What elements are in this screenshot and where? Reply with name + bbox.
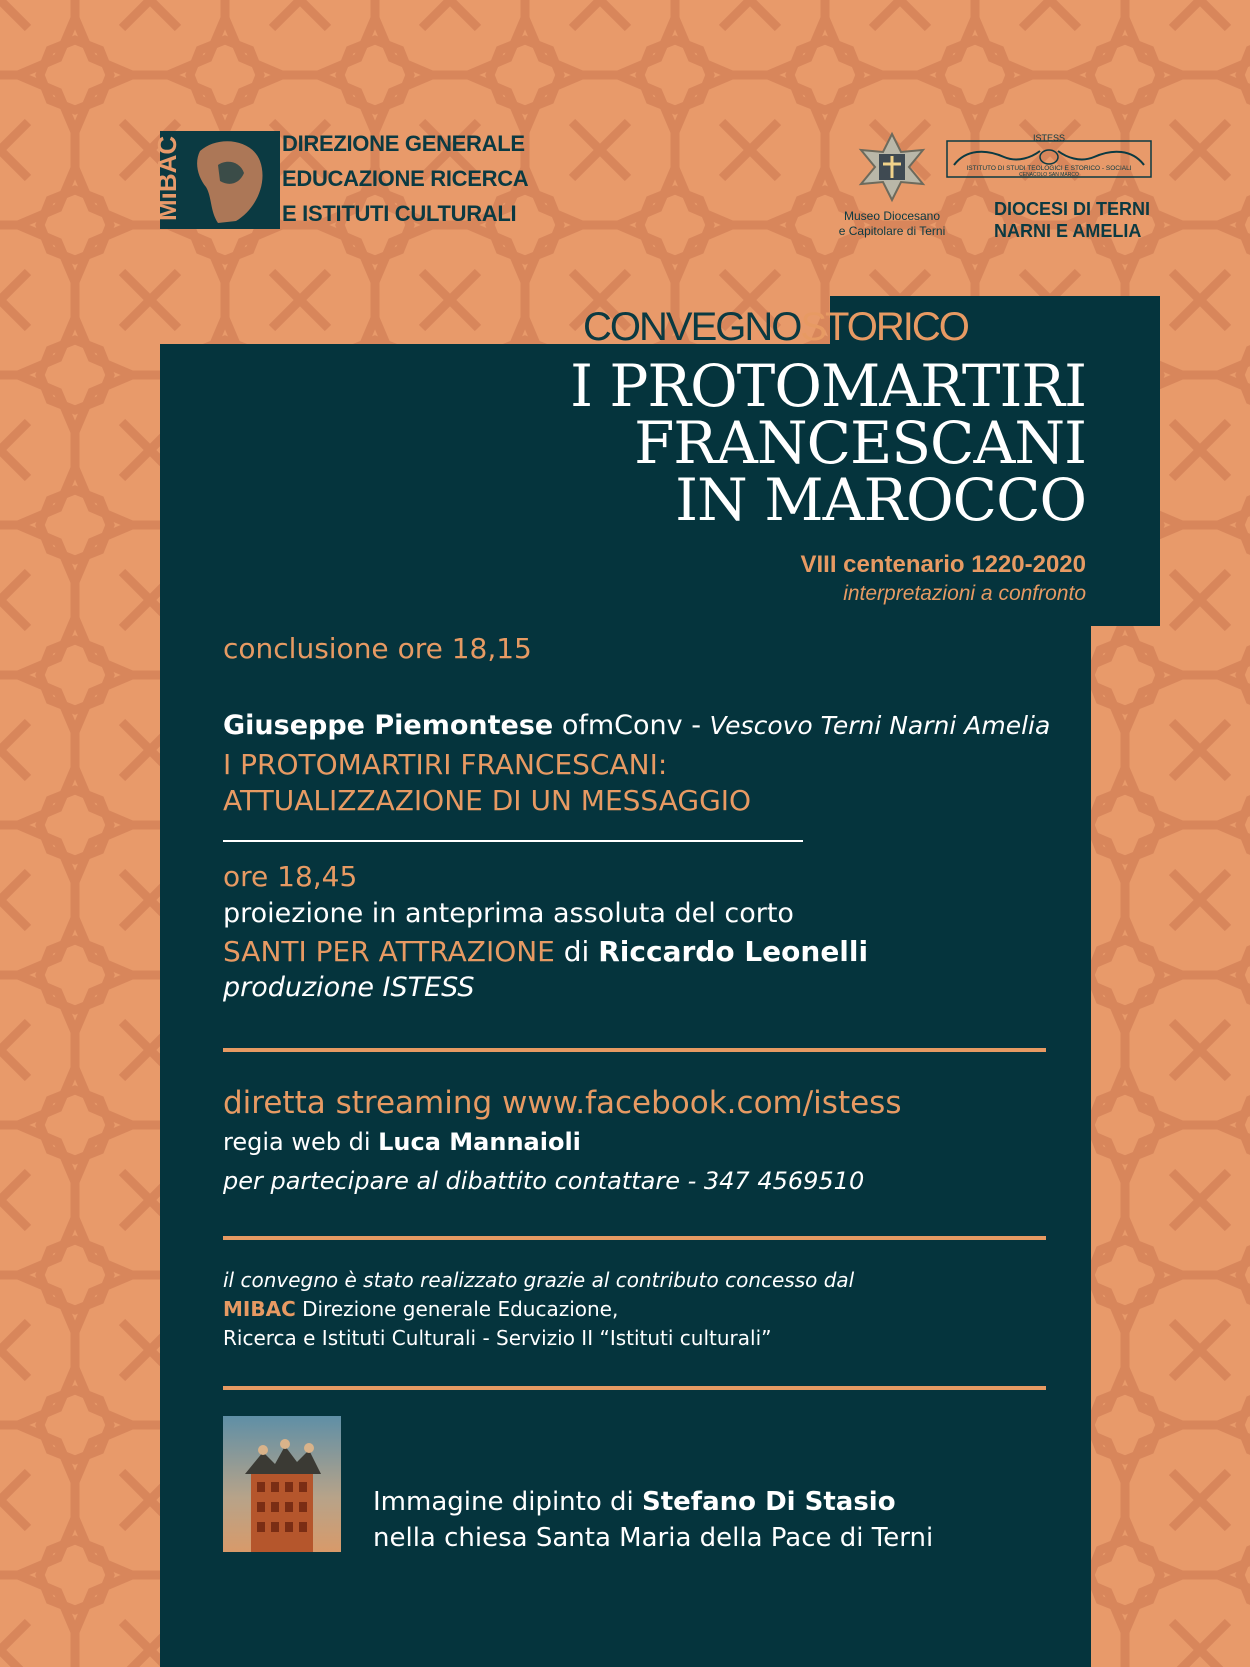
convegno-word: CONVEGNO — [583, 305, 801, 349]
film-director: Riccardo Leonelli — [598, 935, 869, 968]
istess-logo — [946, 135, 1152, 179]
streaming-link[interactable]: diretta streaming www.facebook.com/istess — [223, 1085, 902, 1121]
projection-time: ore 18,45 — [223, 860, 358, 893]
speaker-role: Vescovo Terni Narni Amelia — [709, 711, 1051, 740]
image-caption-prefix: Immagine dipinto di — [373, 1487, 643, 1517]
mibac-direzione-text — [282, 126, 528, 231]
talk-title-line-2: ATTUALIZZAZIONE DI UN MESSAGGIO — [223, 784, 752, 817]
museo-diocesano-logo — [857, 132, 927, 202]
regia-name: Luca Mannaioli — [378, 1128, 581, 1156]
credits-mibac: MIBAC — [223, 1297, 296, 1321]
diocesi-line-2: NARNI E AMELIA — [994, 221, 1142, 241]
credits-line-2-rest: Direzione generale Educazione, — [295, 1297, 619, 1321]
painting-thumbnail — [223, 1416, 341, 1552]
diocesi-text — [994, 198, 1150, 242]
mibac-line-1: DIREZIONE GENERALE — [282, 131, 525, 156]
image-caption-line-2: nella chiesa Santa Maria della Pace di Terni — [373, 1523, 934, 1553]
speaker-order: ofmConv - — [553, 710, 710, 741]
regia-prefix: regia web di — [223, 1128, 379, 1156]
regia-line — [223, 1128, 581, 1156]
credits-line-2 — [223, 1297, 618, 1321]
divider-orange-3 — [223, 1386, 1046, 1390]
istess-logo-cenacolo: CENACOLO SAN MARCO — [1019, 172, 1079, 178]
talk-title-line-1: I PROTOMARTIRI FRANCESCANI: — [223, 748, 668, 781]
istess-logo-title: ISTESS — [1032, 133, 1066, 143]
istess-logo-subtitle: ISTITUTO DI STUDI TEOLOGICI E STORICO - SOCIALI — [966, 165, 1132, 172]
divider-orange-2 — [223, 1236, 1046, 1240]
divider-orange-1 — [223, 1048, 1046, 1052]
conclusione-time: conclusione ore 18,15 — [223, 632, 532, 665]
image-caption-line-1 — [373, 1487, 896, 1517]
credits-line-1: il convegno è stato realizzato grazie al contributo concesso dal — [223, 1268, 855, 1292]
title-line-3: IN MAROCCO — [675, 466, 1086, 534]
film-by: di — [554, 935, 599, 968]
convegno-storico-heading — [583, 305, 968, 349]
museo-caption-line-2: e Capitolare di Terni — [838, 224, 946, 238]
mibac-logo-text: MiBAC — [152, 135, 182, 221]
film-line — [223, 935, 868, 968]
projection-description: proiezione in anteprima assoluta del corto — [223, 898, 794, 929]
centenario-block — [801, 550, 1087, 608]
speaker-name: Giuseppe Piemontese — [223, 710, 554, 741]
divider-thin — [223, 840, 803, 842]
storico-word: STORICO — [800, 305, 968, 349]
title-line-2: FRANCESCANI — [634, 409, 1086, 477]
mibac-line-3: E ISTITUTI CULTURALI — [282, 201, 517, 226]
mibac-logo — [152, 131, 280, 229]
main-title — [570, 352, 1086, 534]
film-title: SANTI PER ATTRAZIONE — [223, 935, 555, 968]
mibac-line-2: EDUCAZIONE RICERCA — [282, 166, 529, 191]
speaker-line — [223, 710, 1050, 741]
subtitle-text: interpretazioni a confronto — [843, 582, 1086, 605]
image-caption-artist: Stefano Di Stasio — [642, 1487, 896, 1517]
centenario-text: VIII centenario 1220-2020 — [800, 551, 1086, 578]
museo-caption-line-1: Museo Diocesano — [843, 209, 941, 223]
contact-line: per partecipare al dibattito contattare - 347 4569510 — [223, 1167, 865, 1195]
production-text: produzione ISTESS — [223, 972, 475, 1003]
title-line-1: I PROTOMARTIRI — [570, 352, 1086, 420]
credits-line-3: Ricerca e Istituti Culturali - Servizio II “Istituti culturali” — [223, 1326, 772, 1350]
museo-caption — [826, 209, 958, 239]
diocesi-line-1: DIOCESI DI TERNI — [994, 199, 1151, 219]
